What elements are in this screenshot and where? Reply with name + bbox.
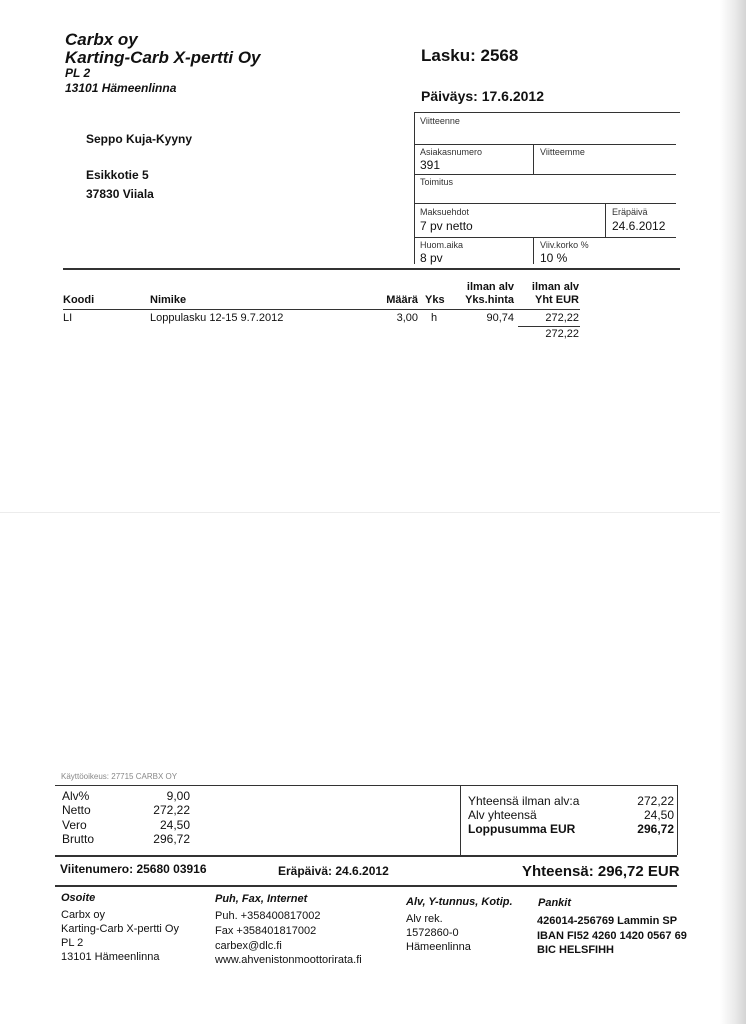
viitteemme-label: Viitteemme [540, 147, 585, 157]
row-hinta: 90,74 [486, 312, 514, 324]
erapaiva-label: Eräpäivä [612, 207, 648, 217]
sender-name-1: Carbx oy [65, 30, 138, 49]
loppusumma-label: Loppusumma EUR [468, 822, 576, 836]
pankit-line: 426014-256769 Lammin SP [537, 915, 678, 927]
toimitus-label: Toimitus [420, 177, 454, 187]
puh-line: Fax +358401817002 [215, 925, 317, 937]
vat-right-border [677, 785, 678, 855]
info-box-left-border [414, 112, 415, 264]
usage-note: Käyttöoikeus: 27715 CARBX OY [61, 772, 178, 781]
row-yht: 272,22 [545, 312, 579, 324]
alv-title: Alv, Y-tunnus, Kotip. [406, 896, 513, 908]
nimike-header: Nimike [150, 294, 187, 306]
brutto-value: 296,72 [153, 832, 190, 846]
invoice-number: Lasku: 2568 [421, 46, 519, 65]
viitenumero: Viitenumero: 25680 03916 [60, 862, 207, 876]
header-separator [63, 268, 680, 270]
hinta-header: Yks.hinta [465, 294, 514, 306]
info-divider [533, 144, 534, 174]
asiakasnumero-value: 391 [420, 158, 441, 172]
alv-yhteensa-label: Alv yhteensä [468, 808, 537, 822]
info-line [414, 237, 676, 238]
alv-line: Hämeenlinna [406, 941, 471, 953]
alv-value: 9,00 [166, 789, 190, 803]
info-line [414, 203, 676, 204]
info-line [414, 174, 676, 175]
yht-header: Yht EUR [535, 294, 579, 306]
alv-line: Alv rek. [406, 913, 443, 925]
payment-top-line [55, 855, 677, 857]
osoite-title: Osoite [61, 892, 96, 904]
payment-erapaiva: Eräpäivä: 24.6.2012 [278, 864, 389, 878]
row-yks: h [431, 312, 438, 324]
row-nimike: Loppulasku 12-15 9.7.2012 [150, 312, 284, 324]
paper-edge-shadow [720, 0, 746, 1024]
vero-label: Vero [62, 818, 87, 832]
netto-label: Netto [62, 803, 91, 817]
recipient-name: Seppo Kuja-Kyyny [86, 132, 193, 146]
viitteenne-label: Viitteenne [420, 116, 460, 126]
alv-yhteensa-value: 24,50 [643, 808, 674, 822]
huomaika-value: 8 pv [420, 251, 443, 265]
row-koodi: LI [63, 312, 73, 324]
maara-header: Määrä [386, 294, 418, 306]
puh-title: Puh, Fax, Internet [215, 893, 308, 905]
osoite-line: PL 2 [61, 937, 84, 949]
viivkorko-label: Viiv.korko % [540, 240, 589, 250]
recipient-street: Esikkotie 5 [86, 168, 149, 182]
info-divider [605, 203, 606, 237]
alv-line: 1572860-0 [406, 927, 459, 939]
hinta-header-top: ilman alv [466, 281, 514, 293]
maksuehdot-value: 7 pv netto [420, 219, 473, 233]
yks-header: Yks [425, 294, 445, 306]
maksuehdot-label: Maksuehdot [420, 207, 470, 217]
puh-line: carbex@dlc.fi [215, 940, 282, 952]
subtotal-line [518, 326, 580, 327]
huomaika-label: Huom.aika [420, 240, 464, 250]
asiakasnumero-label: Asiakasnumero [420, 147, 483, 157]
vero-value: 24,50 [159, 818, 190, 832]
footer-top-line [55, 885, 677, 887]
ilman-label: Yhteensä ilman alv:a [468, 794, 580, 808]
yht-header-top: ilman alv [531, 281, 579, 293]
info-divider [533, 237, 534, 264]
puh-line: Puh. +358400817002 [215, 910, 321, 922]
invoice-date: Päiväys: 17.6.2012 [421, 88, 544, 104]
pankit-title: Pankit [538, 897, 572, 909]
sender-city: 13101 Hämeenlinna [65, 81, 177, 95]
table-header-line [63, 309, 580, 310]
netto-value: 272,22 [153, 803, 190, 817]
alv-label: Alv% [62, 789, 90, 803]
vat-top-line [55, 785, 677, 786]
ilman-value: 272,22 [637, 794, 674, 808]
osoite-line: Carbx oy [61, 909, 106, 921]
paper-fold-line [0, 512, 720, 513]
pankit-line: IBAN FI52 4260 1420 0567 69 [537, 930, 687, 942]
recipient-city: 37830 Viiala [86, 187, 154, 201]
vat-divider [460, 785, 461, 855]
viivkorko-value: 10 % [540, 251, 568, 265]
puh-line: www.ahvenistonmoottorirata.fi [215, 954, 362, 966]
sender-box: PL 2 [65, 66, 91, 80]
payment-yhteensa: Yhteensä: 296,72 EUR [522, 863, 680, 880]
pankit-line: BIC HELSFIHH [537, 944, 614, 956]
sender-name-2: Karting-Carb X-pertti Oy [65, 48, 261, 67]
subtotal-value: 272,22 [545, 328, 579, 340]
osoite-line: Karting-Carb X-pertti Oy [61, 923, 179, 935]
brutto-label: Brutto [62, 832, 95, 846]
erapaiva-value: 24.6.2012 [612, 219, 666, 233]
row-maara: 3,00 [396, 312, 418, 324]
loppusumma-value: 296,72 [637, 822, 674, 836]
koodi-header: Koodi [63, 294, 95, 306]
osoite-line: 13101 Hämeenlinna [61, 951, 160, 963]
info-line [414, 112, 680, 113]
info-line [414, 144, 676, 145]
